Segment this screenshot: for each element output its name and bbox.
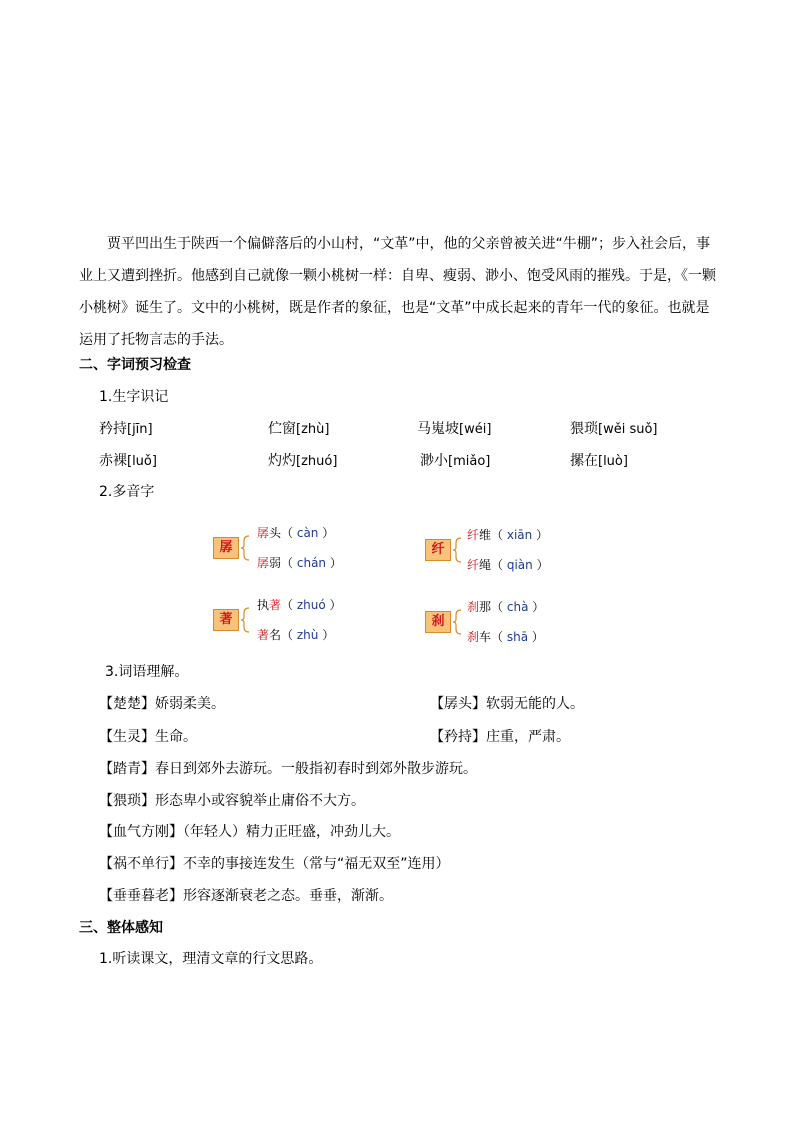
- brace-icon: [240, 607, 250, 633]
- sub-heading-polyphones: 2.多音字: [99, 484, 155, 500]
- char-item: 马嵬坡[wéi]: [417, 421, 492, 437]
- polyphone-char-box: 纤: [425, 539, 451, 561]
- char-item: 猥琐[wěi suǒ]: [570, 421, 658, 437]
- term-definition: 【猥琐】形态卑小或容貌举止庸俗不大方。: [99, 793, 365, 809]
- term-definition: 【楚楚】娇弱柔美。: [99, 696, 225, 712]
- polyphone-char-box: 著: [213, 609, 239, 631]
- char-item: 摞在[luò]: [570, 453, 628, 469]
- sub-heading-term-meaning: 3.词语理解。: [105, 664, 189, 680]
- polyphone-word: 著名（ zhù ）: [257, 628, 335, 642]
- polyphone-word: 纤维（ xiān ）: [467, 528, 549, 542]
- intro-paragraph: 贾平凹出生于陕西一个偏僻落后的小山村，“文革”中，他的父亲曾被关进“牛棚”；步入社会后，事业上又遭到挫折。他感到自己就像一颗小桃树一样：自卑、瘦弱、渺小、饱受风雨的摧残。于是，《一颗小桃树》诞生了。文中的小桃树，既是作者的象征，也是“文革”中成长起来的青年一代的象征。也就是运用了托物言志的手法。: [79, 236, 716, 348]
- term-definition: 【血气方刚】（年轻人）精力正旺盛，冲劲儿大。: [99, 824, 400, 840]
- brace-icon: [452, 537, 462, 563]
- polyphone-word: 刹那（ chà ）: [467, 600, 545, 614]
- sub-heading-char-recognition: 1.生字识记: [99, 389, 169, 405]
- polyphone-char-box: 刹: [425, 611, 451, 633]
- char-item: 灼灼[zhuó]: [268, 453, 338, 469]
- section-heading-vocab: 二、字词预习检查: [79, 357, 191, 373]
- term-definition: 【垂垂暮老】形容逐渐衰老之态。垂垂，渐渐。: [99, 888, 393, 904]
- term-definition: 【祸不单行】不幸的事接连发生（常与“福无双至”连用）: [99, 856, 450, 872]
- term-definition: 【孱头】软弱无能的人。: [430, 696, 584, 712]
- brace-icon: [240, 535, 250, 561]
- polyphone-word: 刹车（ shā ）: [467, 630, 544, 644]
- polyphone-char-box: 孱: [213, 537, 239, 559]
- term-definition: 【矜持】庄重，严肃。: [430, 729, 570, 745]
- section-heading-overall: 三、整体感知: [79, 920, 163, 936]
- sub-heading-listen-read: 1.听读课文，理清文章的行文思路。: [99, 951, 323, 967]
- term-definition: 【生灵】生命。: [99, 729, 197, 745]
- polyphone-word: 纤绳（ qiàn ）: [467, 558, 549, 572]
- polyphone-word: 孱弱（ chán ）: [257, 556, 342, 570]
- term-definition: 【踏青】春日到郊外去游玩。一般指初春时到郊外散步游玩。: [99, 761, 477, 777]
- polyphone-word: 执著（ zhuó ）: [257, 598, 342, 612]
- char-item: 渺小[miǎo]: [420, 453, 491, 469]
- polyphone-word: 孱头（ càn ）: [257, 526, 335, 540]
- char-item: 矜持[jīn]: [99, 421, 153, 437]
- char-item: 伫窗[zhù]: [268, 421, 330, 437]
- brace-icon: [452, 609, 462, 635]
- char-item: 赤裸[luǒ]: [99, 453, 157, 469]
